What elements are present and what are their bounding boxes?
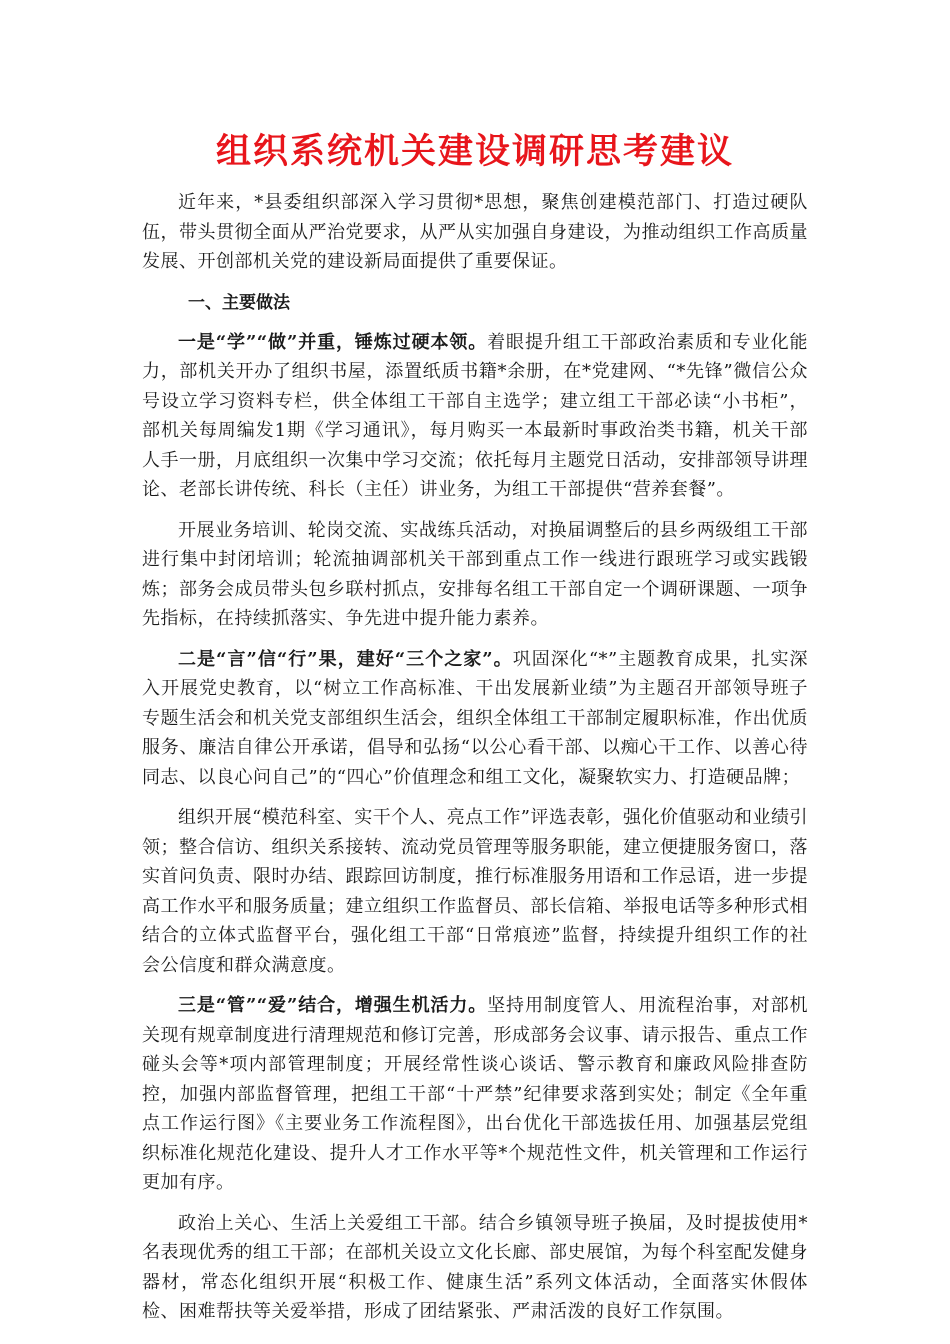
paragraph-three-homes <box>142 645 808 793</box>
paragraph-body: 着眼提升组工干部政治素质和专业化能力，部机关开办了组织书屋，添置纸质书籍*余册，在*党建网、“*先锋”微信公众号设立学习资料专栏，供全体组工干部自主选学；建立组工干部必读“小书柜”，部机关每周编发1期《学习通讯》，每月购买一本最新时事政治类书籍，机关干部人手一册，月底组织一次集中学习交流；依托每月主题党日活动，安排部领导讲理论、老部长讲传统、科长（主任）讲业务，为组工干部提供“营养套餐”。 <box>142 331 808 500</box>
paragraph-training: 开展业务培训、轮岗交流、实战练兵活动，对换届调整后的县乡两级组工干部进行集中封闭培训；轮流抽调部机关干部到重点工作一线进行跟班学习或实践锻炼；部务会成员带头包乡联村抓点，安排每名组工干部自定一个调研课题、一项争先指标，在持续抓落实、争先进中提升能力素养。 <box>142 519 808 629</box>
paragraph-lead: 一是“学”“做”并重，锤炼过硬本领。 <box>178 331 488 353</box>
section-heading-main-practices: 一、主要做法 <box>188 292 290 313</box>
paragraph-body: 巩固深化“*”主题教育成果，扎实深入开展党史教育，以“树立工作高标准、干出发展新业绩”为主题召开部领导班子专题生活会和机关党支部组织生活会，组织全体组工干部制定履职标准，作出优质服务、廉洁自律公开承诺，倡导和弘扬“以公心看干部、以痴心干工作、以善心待同志、以良心问自己”的“四心”价值理念和组工文化，凝聚软实力、打造硬品牌； <box>142 648 809 788</box>
paragraph-management-care <box>142 991 808 1198</box>
paragraph-lead: 二是“言”信“行”果，建好“三个之家”。 <box>178 648 513 670</box>
paragraph-body: 坚持用制度管人、用流程治事，对部机关现有规章制度进行清理规范和修订完善，形成部务会议事、请示报告、重点工作碰头会等*项内部管理制度；开展经常性谈心谈话、警示教育和廉政风险排查防控，加强内部监督管理，把组工干部“十严禁”纪律要求落到实处；制定《全年重点工作运行图》《主要业务工作流程图》，出台优化干部选拔任用、加强基层党组织标准化规范化建设、提升人才工作水平等*个规范性文件，机关管理和工作运行更加有序。 <box>142 995 808 1193</box>
intro-paragraph: 近年来，*县委组织部深入学习贯彻*思想，聚焦创建模范部门、打造过硬队伍，带头贯彻全面从严治党要求，从严从实加强自身建设，为推动组织工作高质量发展、开创部机关党的建设新局面提供了重要保证。 <box>142 192 808 272</box>
paragraph-study-and-practice <box>142 328 808 505</box>
paragraph-lead: 三是“管”“爱”结合，增强生机活力。 <box>178 995 488 1016</box>
document-title: 组织系统机关建设调研思考建议 <box>215 131 734 172</box>
document-page <box>142 128 808 1338</box>
paragraph-service-supervision: 组织开展“模范科室、实干个人、亮点工作”评选表彰，强化价值驱动和业绩引领；整合信访、组织关系接转、流动党员管理等服务职能，建立便捷服务窗口，落实首问负责、限时办结、跟踪回访制度，推行标准服务用语和工作忌语，进一步提高工作水平和服务质量；建立组织工作监督员、部长信箱、举报电话等多种形式相结合的立体式监督平台，强化组工干部“日常痕迹”监督，持续提升组织工作的社会公信度和群众满意度。 <box>142 807 808 976</box>
paragraph-staff-care: 政治上关心、生活上关爱组工干部。结合乡镇领导班子换届，及时提拔使用*名表现优秀的组工干部；在部机关设立文化长廊、部史展馆，为每个科室配发健身器材，常态化组织开展“积极工作、健康生活”系列文体活动，全面落实休假体检、困难帮扶等关爱举措，形成了团结紧张、严肃活泼的良好工作氛围。 <box>142 1212 808 1322</box>
